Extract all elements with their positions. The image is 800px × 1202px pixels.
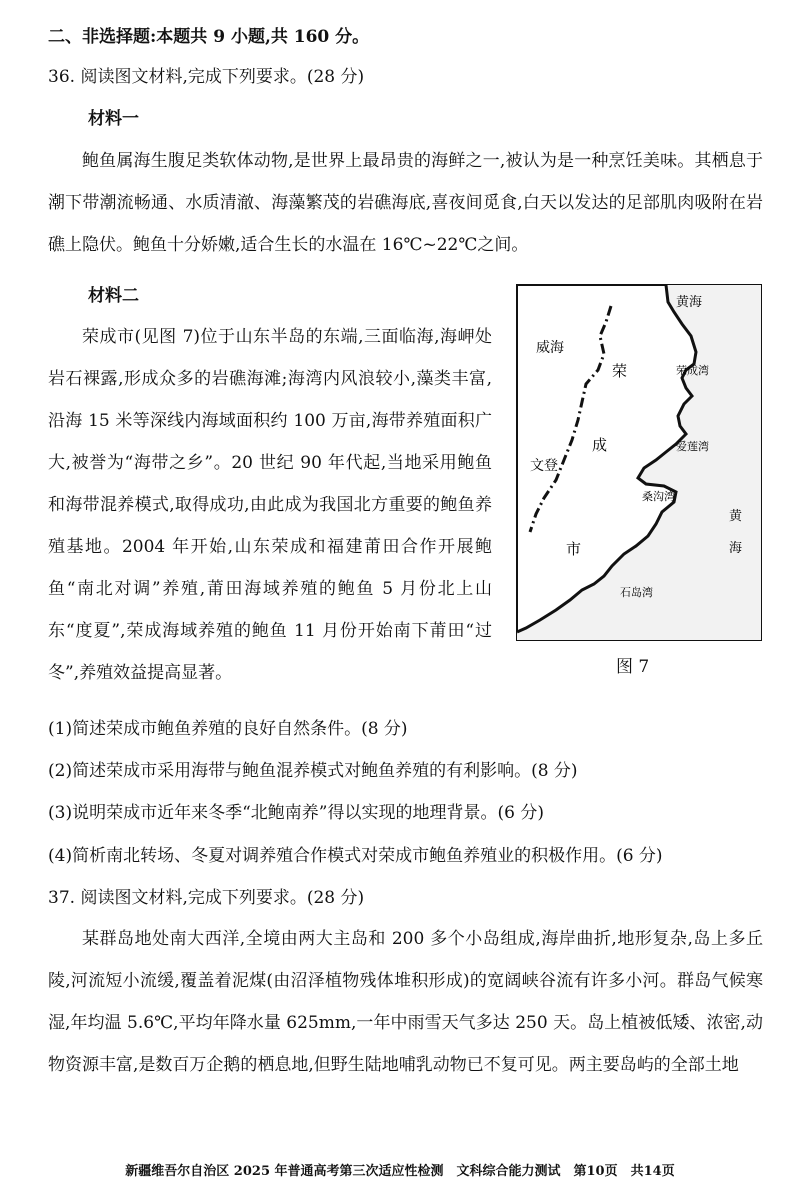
label-rong: 荣 bbox=[612, 362, 628, 380]
question-37-title: 37. 阅读图文材料,完成下列要求。(28 分) bbox=[48, 888, 365, 908]
label-rongcheng-bay: 荣成湾 bbox=[676, 364, 709, 377]
label-sanggou-bay: 桑沟湾 bbox=[642, 490, 675, 503]
label-hai: 海 bbox=[729, 541, 743, 556]
material-2-text: 荣成市(见图 7)位于山东半岛的东端,三面临海,海岬处岩石裸露,形成众多的岩礁海滩;海湾内风浪较小,藻类丰富,沿海 15 米等深线内海域面积约 100 万亩,海带养殖面积广大,被誉为“海带之乡”。20 世纪 90 年代起,当地采用鲍鱼和海带混养模式,取得成功,由此成为我国北方重要的鲍鱼养殖基地。2004 年开始,山东荣成和福建莆田合作开展鲍鱼“南北对调”养殖,莆田海域养殖的鲍鱼 5 月份北上山东“度夏”,荣成海域养殖的鲍鱼 11 月份开始南下莆田“过冬”,养殖效益提高显著。 bbox=[48, 327, 492, 683]
page-footer: 新疆维吾尔自治区 2025 年普通高考第三次适应性检测 文科综合能力测试 第10页 共14页 bbox=[125, 1164, 675, 1179]
label-shidao-bay: 石岛湾 bbox=[620, 586, 653, 599]
section-heading: 二、非选择题:本题共 9 小题,共 160 分。 bbox=[48, 27, 370, 47]
label-shi: 市 bbox=[566, 540, 582, 558]
question-36-title: 36. 阅读图文材料,完成下列要求。(28 分) bbox=[48, 67, 365, 87]
figure-7-map bbox=[516, 284, 762, 641]
label-wen: 文登 bbox=[530, 458, 558, 474]
q36-sub-1: (1)简述荣成市鲍鱼养殖的良好自然条件。(8 分) bbox=[48, 719, 408, 739]
label-cheng: 成 bbox=[592, 436, 608, 454]
material-1-label: 材料一 bbox=[88, 109, 139, 129]
q36-sub-3: (3)说明荣成市近年来冬季“北鲍南养”得以实现的地理背景。(6 分) bbox=[48, 803, 544, 823]
material-2-label: 材料二 bbox=[88, 286, 139, 306]
label-huanghai-north: 黄海 bbox=[676, 295, 703, 310]
material-1-text: 鲍鱼属海生腹足类软体动物,是世界上最昂贵的海鲜之一,被认为是一种烹饪美味。其栖息于潮下带潮流畅通、水质清澈、海藻繁茂的岩礁海底,喜夜间觅食,白天以发达的足部肌肉吸附在岩礁上隐伏。鲍鱼十分娇嫩,适合生长的水温在 16℃~22℃之间。 bbox=[48, 151, 763, 255]
figure-7-caption: 图 7 bbox=[616, 657, 650, 677]
label-weihai: 威海 bbox=[536, 340, 564, 356]
question-37-text: 某群岛地处南大西洋,全境由两大主岛和 200 多个小岛组成,海岸曲折,地形复杂,岛上多丘陵,河流短小流缓,覆盖着泥煤(由沼泽植物残体堆积形成)的宽阔峡谷流有许多小河。群岛气候寒湿,年均温 5.6℃,平均年降水量 625mm,一年中雨雪天气多达 250 天。岛上植被低矮、浓密,动物资源丰富,是数百万企鹅的栖息地,但野生陆地哺乳动物已不复可见。两主要岛屿的全部土地 bbox=[48, 929, 763, 1075]
q36-sub-2: (2)简述荣成市采用海带与鲍鱼混养模式对鲍鱼养殖的有利影响。(8 分) bbox=[48, 761, 578, 781]
q36-sub-4: (4)简析南北转场、冬夏对调养殖合作模式对荣成市鲍鱼养殖业的积极作用。(6 分) bbox=[48, 846, 663, 866]
label-ailian-bay: 爱莲湾 bbox=[676, 440, 709, 453]
label-huang: 黄 bbox=[729, 509, 743, 524]
